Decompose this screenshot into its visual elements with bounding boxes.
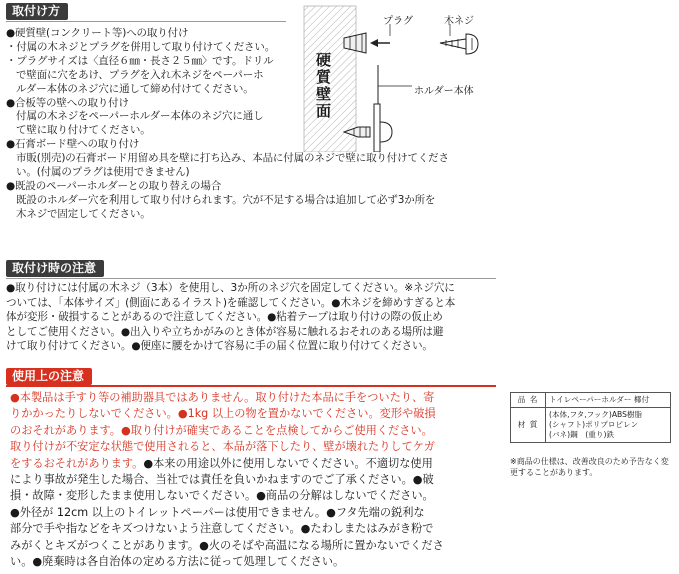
caution-line: けて取り付けてください。●便座に腰をかけて容易に手の届く位置に取り付けてください。	[6, 340, 433, 353]
spec-note: ※商品の仕様は、改善改良のため予告なく変更することがあります。	[510, 457, 669, 477]
holder-body-label: ホルダー本体	[414, 86, 474, 97]
spec-row-material	[511, 408, 671, 443]
instruction-line: ・付属の木ネジとプラグを併用して取り付けてください。	[6, 40, 276, 53]
instruction-line: て壁に取り付けてください。	[16, 124, 151, 137]
spec-value: (本体,フタ,フック)ABS樹脂 (シャフト)ポリプロピレン (バネ)鋼 (重り)鉄	[546, 408, 671, 443]
usage-line	[10, 406, 498, 422]
usage-line	[10, 521, 498, 537]
section-header-mounting: 取付け方	[6, 3, 68, 20]
spec-key: 材 質	[511, 408, 546, 443]
warning-text: をするおそれがあります。	[10, 456, 144, 470]
caution-text: ●本来の用途以外に使用しないでください。不適切な使用	[143, 456, 433, 470]
instruction-line: ルダー本体のネジ穴に通して締め付けてください。	[16, 82, 254, 95]
warning-text: ●本製品は手すり等の補助器具ではありません。取り付けた本品に手をついたり、寄	[10, 391, 435, 404]
screw-shape	[440, 34, 478, 54]
usage-line	[10, 390, 498, 406]
instruction-line: ●石膏ボード壁への取り付け	[6, 138, 140, 151]
section-header-caution: 取付け時の注意	[6, 260, 104, 277]
instruction-line: 既設のホルダー穴を利用して取り付けられます。穴が不足する場合は追加して必ず3か所を	[16, 193, 436, 206]
caution-text: 部分で手や指などをキズつけないよう注意してください。●たわしまたはみがき粉で	[10, 522, 434, 536]
usage-line	[10, 505, 498, 521]
section-rule-usage	[6, 385, 496, 387]
warning-text: 取り付けが不安定な状態で使用されると、本品が落下したり、壁が壊れたりしてケガ	[10, 440, 435, 454]
section-header-usage: 使用上の注意	[6, 368, 92, 385]
warning-text: りかかったりしないでください。●1kg 以上の物を置かないでください。変形や破損	[10, 407, 436, 421]
instruction-line: ・プラグサイズは〈直径６㎜・長さ２５㎜〉です。ドリル	[6, 54, 274, 67]
spec-row-name	[511, 393, 671, 408]
section-rule-mounting	[6, 21, 286, 22]
warning-text: のおそれがあります。●取り付けが確実であることを点検してからご使用ください。	[10, 423, 433, 437]
wall-label: 硬質壁面	[316, 51, 332, 120]
usage-line	[10, 472, 498, 488]
caution-line: としてご使用ください。●出入りや立ちかがみのとき体が容易に触れるおそれのある場所は避	[6, 325, 444, 338]
usage-line	[10, 423, 498, 439]
usage-line	[10, 439, 498, 455]
spec-table	[510, 392, 671, 443]
instruction-line: 木ネジで固定してください。	[16, 207, 151, 220]
instruction-line: い。(付属のプラグは使用できません)	[16, 166, 190, 179]
section-rule-caution	[6, 278, 496, 279]
holder-body-plate	[374, 104, 380, 152]
instruction-line: ●合板等の壁への取り付け	[6, 96, 129, 109]
instruction-line: で壁面に穴をあけ、プラグを入れ木ネジをペーパーホ	[16, 68, 264, 81]
usage-cautions	[10, 390, 498, 570]
caution-text: 損・故障・変形したまま使用しないでください。●商品の分解はしないでください。	[10, 489, 434, 503]
caution-line: 体が変形・破損することがあるので注意してください。●粘着テープは取り付けの際の仮止め	[6, 311, 443, 324]
caution-text: により事故が発生した場合、当社では責任を負いかねますのでご了承ください。●破	[10, 473, 434, 487]
usage-line	[10, 456, 498, 472]
caution-text: みがくとキズがつくことがあります。●火のそばや高温になる場所に置かないでくださ	[10, 538, 444, 552]
caution-text: ●外径が 12cm 以上のトイレットペーパーは使用できません。●フタ先端の鋭利な	[10, 505, 425, 519]
instruction-line: ●硬質壁(コンクリート等)への取り付け	[6, 27, 189, 39]
plug-label: プラグ	[383, 16, 413, 27]
caution-line: ついては、「本体サイズ」(側面にあるイラスト)を確認してください。●木ネジを締めすぎると本	[6, 296, 456, 309]
installation-cautions	[6, 281, 455, 354]
instruction-line: ●既設のペーパーホルダーとの取り替えの場合	[6, 179, 222, 192]
usage-line	[10, 488, 498, 504]
caution-text: い。●廃棄時は各自治体の定める方法に従って処理してください。	[10, 555, 345, 569]
spec-value: トイレペーパーホルダー 椰付	[546, 393, 671, 408]
instruction-line: 市販(別売)の石膏ボード用留め具を壁に打ち込み、本品に付属のネジで壁に取り付けてくださ	[16, 152, 449, 165]
spec-key: 品 名	[511, 393, 546, 408]
usage-line	[10, 554, 498, 570]
instruction-line: 付属の木ネジをペーパーホルダー本体のネジ穴に通し	[16, 110, 264, 123]
screw-label: 木ネジ	[444, 16, 474, 27]
usage-line	[10, 538, 498, 554]
insert-arrow	[370, 39, 390, 47]
caution-line: ●取り付けには付属の木ネジ（3本）を使用し、3か所のネジ穴を固定してください。※ネジ穴に	[6, 282, 455, 294]
